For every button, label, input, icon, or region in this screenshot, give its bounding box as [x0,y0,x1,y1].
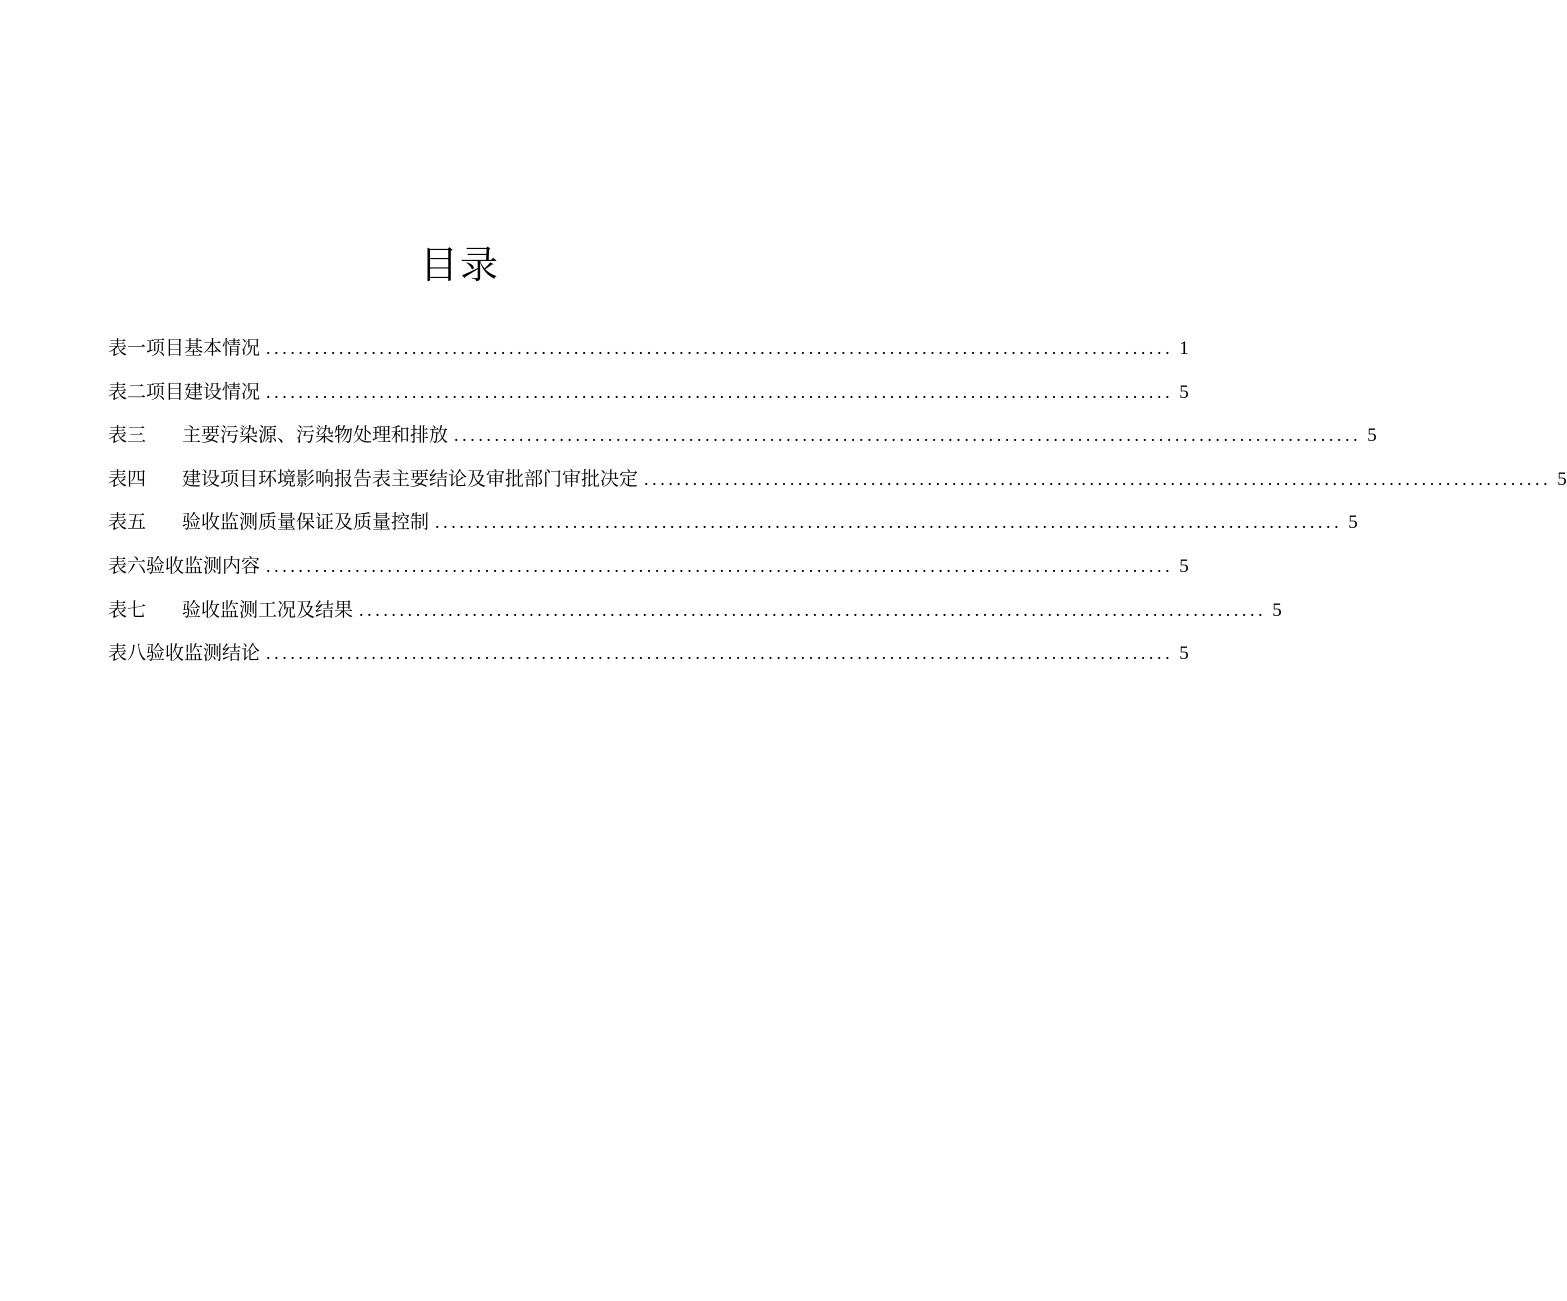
toc-leader-dots: ................................................................................................................ [359,599,1267,620]
toc-page-number: 5 [1367,425,1377,447]
toc-entry[interactable] [108,330,1189,374]
toc-page-number: 5 [1557,468,1567,490]
toc-entry-label: 表五 验收监测质量保证及质量控制 [108,504,429,540]
toc-entry[interactable] [108,417,1377,461]
toc-entry-number: 表三 [108,424,147,447]
toc-leader-dots: ................................................................................................................ [454,425,1362,446]
toc-entry-number: 表五 [108,511,147,534]
toc-leader-dots: ................................................................................................................ [266,555,1174,576]
toc-entry[interactable] [108,548,1189,592]
toc-leader-dots: ................................................................................................................ [266,381,1174,402]
toc-page-number: 1 [1179,338,1189,359]
toc-entry-label: 表一项目基本情况 [108,337,261,359]
toc-entry-label: 表六验收监测内容 [108,554,261,577]
toc-entry[interactable] [108,504,1358,548]
toc-page-number: 5 [1179,555,1189,577]
table-of-contents [108,330,1567,679]
toc-entry[interactable] [108,635,1189,679]
toc-entry-label: 表七 验收监测工况及结果 [108,592,353,628]
toc-entry[interactable] [108,592,1282,636]
toc-entry-label: 表四 建设项目环境影响报告表主要结论及审批部门审批决定 [108,461,638,497]
toc-leader-dots: ................................................................................................................ [266,643,1174,664]
toc-page-number: 5 [1348,512,1358,534]
toc-entry-number: 表四 [108,467,147,490]
toc-page-number: 5 [1179,381,1189,403]
toc-leader-dots: ................................................................................................................ [644,468,1552,489]
toc-entry[interactable] [108,461,1567,505]
toc-entry-label: 表二项目建设情况 [108,380,261,403]
page-title: 目录 [419,243,500,287]
toc-leader-dots: ................................................................................................................ [266,338,1174,358]
toc-entry[interactable] [108,374,1189,418]
toc-page-number: 5 [1179,643,1189,665]
toc-leader-dots: ................................................................................................................ [435,512,1343,533]
toc-entry-label: 表三 主要污染源、污染物处理和排放 [108,417,448,453]
toc-page-number: 5 [1272,599,1282,621]
toc-entry-number: 表七 [108,598,147,621]
toc-entry-label: 表八验收监测结论 [108,642,261,665]
